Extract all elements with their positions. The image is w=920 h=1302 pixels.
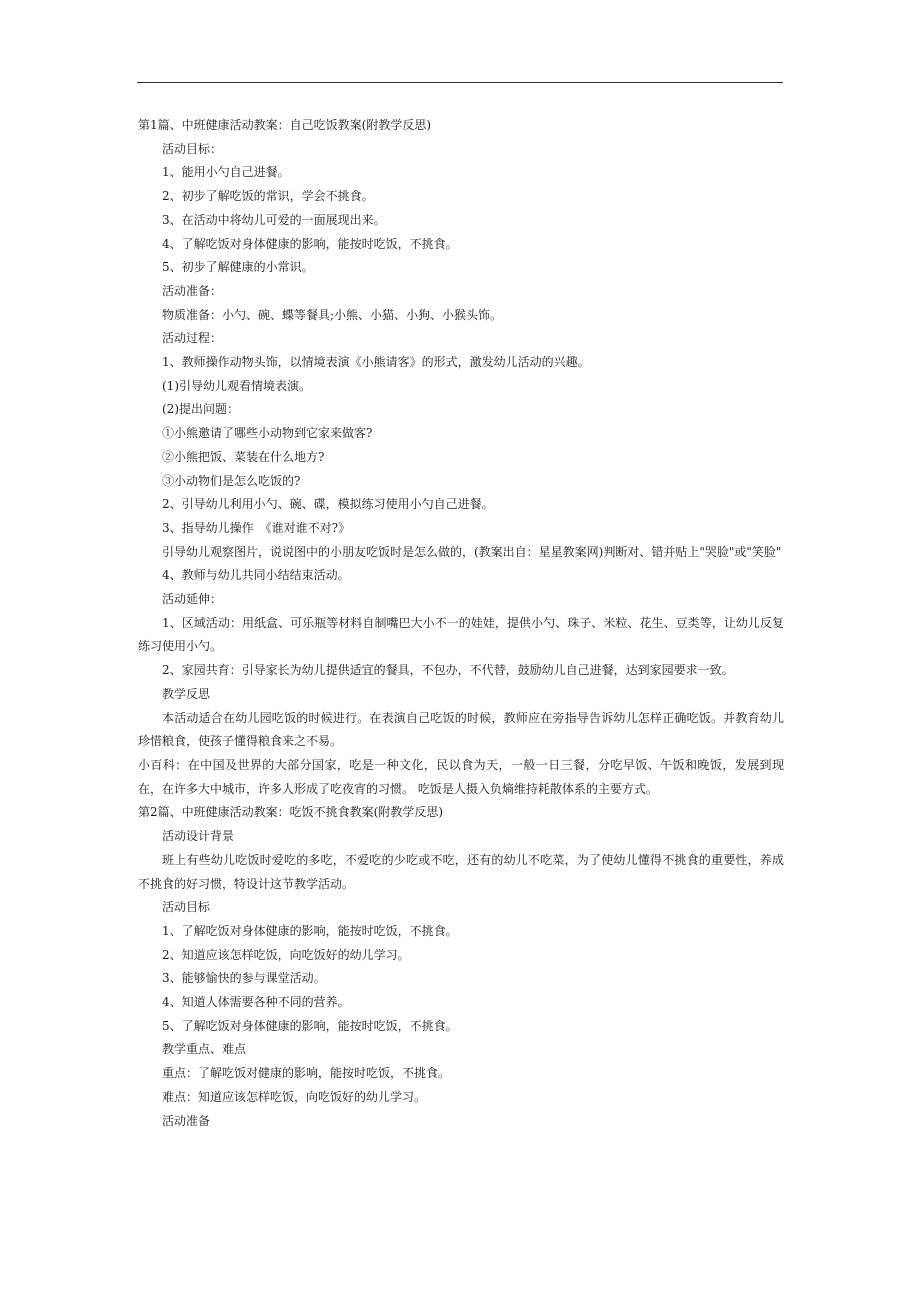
paragraph: 本活动适合在幼儿园吃饭的时候进行。在表演自己吃饭的时候，教师应在旁指导告诉幼儿怎样正确吃饭。并教育幼儿珍惜粮食，使孩子懂得粮食来之不易。 xyxy=(138,710,784,749)
section-heading: 活动准备 xyxy=(162,1113,211,1128)
list-item: 4、了解吃饭对身体健康的影响，能按时吃饭，不挑食。 xyxy=(162,236,458,251)
article-1-title: 第1篇、中班健康活动教案：自己吃饭教案(附教学反思) xyxy=(138,118,432,132)
list-item: 4、教师与幼儿共同小结结束活动。 xyxy=(162,568,350,583)
section-heading: 活动过程： xyxy=(162,331,223,346)
list-item: (1)引导幼儿观看情境表演。 xyxy=(162,378,311,393)
list-item: 5、初步了解健康的小常识。 xyxy=(162,260,314,275)
list-item: 3、指导幼儿操作 《谁对谁不对?》 xyxy=(162,520,351,535)
list-item: (2)提出问题： xyxy=(162,402,239,417)
list-item: 1、区域活动：用纸盒、可乐瓶等材料自制嘴巴大小不一的娃娃，提供小勺、珠子、米粒、花生、豆类等，让幼儿反复练习使用小勺。 xyxy=(138,615,784,654)
section-heading: 教学重点、难点 xyxy=(162,1042,247,1057)
section-heading: 活动准备： xyxy=(162,283,223,298)
paragraph: 班上有些幼儿吃饭时爱吃的多吃，不爱吃的少吃或不吃，还有的幼儿不吃菜，为了使幼儿懂得不挑食的重要性，养成不挑食的好习惯，特设计这节教学活动。 xyxy=(138,852,784,891)
list-item: 2、知道应该怎样吃饭，向吃饭好的幼儿学习。 xyxy=(162,947,410,962)
list-item: 2、引导幼儿利用小勺、碗、碟，模拟练习使用小勺自己进餐。 xyxy=(162,497,494,512)
list-item: ①小熊邀请了哪些小动物到它家来做客? xyxy=(162,426,373,441)
section-heading: 活动延伸： xyxy=(162,592,223,607)
section-heading: 活动目标 xyxy=(162,900,211,915)
list-item: 1、了解吃饭对身体健康的影响，能按时吃饭，不挑食。 xyxy=(162,923,458,938)
list-item: 1、教师操作动物头饰，以情境表演《小熊请客》的形式，激发幼儿活动的兴趣。 xyxy=(162,355,590,370)
paragraph: 引导幼儿观察图片，说说图中的小朋友吃饭时是怎么做的，(教案出自：星星教案网)判断对、错并贴上"哭脸"或"笑脸" xyxy=(162,544,782,559)
list-item: 4、知道人体需要各种不同的营养。 xyxy=(162,995,350,1010)
list-item: ③小动物们是怎么吃饭的? xyxy=(162,473,301,488)
section-heading: 活动设计背景 xyxy=(162,829,235,844)
list-item: 5、了解吃饭对身体健康的影响，能按时吃饭，不挑食。 xyxy=(162,1018,458,1033)
article-2-title: 第2篇、中班健康活动教案：吃饭不挑食教案(附教学反思) xyxy=(138,805,444,820)
list-item: 2、初步了解吃饭的常识，学会不挑食。 xyxy=(162,189,374,204)
paragraph: 难点：知道应该怎样吃饭，向吃饭好的幼儿学习。 xyxy=(162,1089,427,1104)
list-item: 3、能够愉快的参与课堂活动。 xyxy=(162,971,326,986)
list-item: 2、家园共育：引导家长为幼儿提供适宜的餐具，不包办，不代替，鼓励幼儿自己进餐，达到家园要求一致。 xyxy=(162,663,734,678)
paragraph: 物质准备：小勺、碗、蝶等餐具;小熊、小猫、小狗、小猴头饰。 xyxy=(162,307,503,322)
header-rule xyxy=(137,82,783,83)
section-heading: 活动目标： xyxy=(162,141,223,156)
document-body xyxy=(138,114,784,1133)
section-heading: 教学反思 xyxy=(162,686,211,701)
list-item: 1、能用小勺自己进餐。 xyxy=(162,165,290,180)
list-item: ②小熊把饭、菜装在什么地方? xyxy=(162,449,325,464)
paragraph: 小百科：在中国及世界的大部分国家，吃是一种文化，民以食为天，一般一日三餐，分吃早饭、午饭和晚饭，发展到现在，在许多大中城市，许多人形成了吃夜宵的习惯。 吃饭是人摄入负熵维持耗散体系的主要方式。 xyxy=(138,757,784,796)
list-item: 3、在活动中将幼儿可爱的一面展现出来。 xyxy=(162,212,386,227)
paragraph: 重点：了解吃饭对健康的影响，能按时吃饭，不挑食。 xyxy=(162,1066,451,1081)
